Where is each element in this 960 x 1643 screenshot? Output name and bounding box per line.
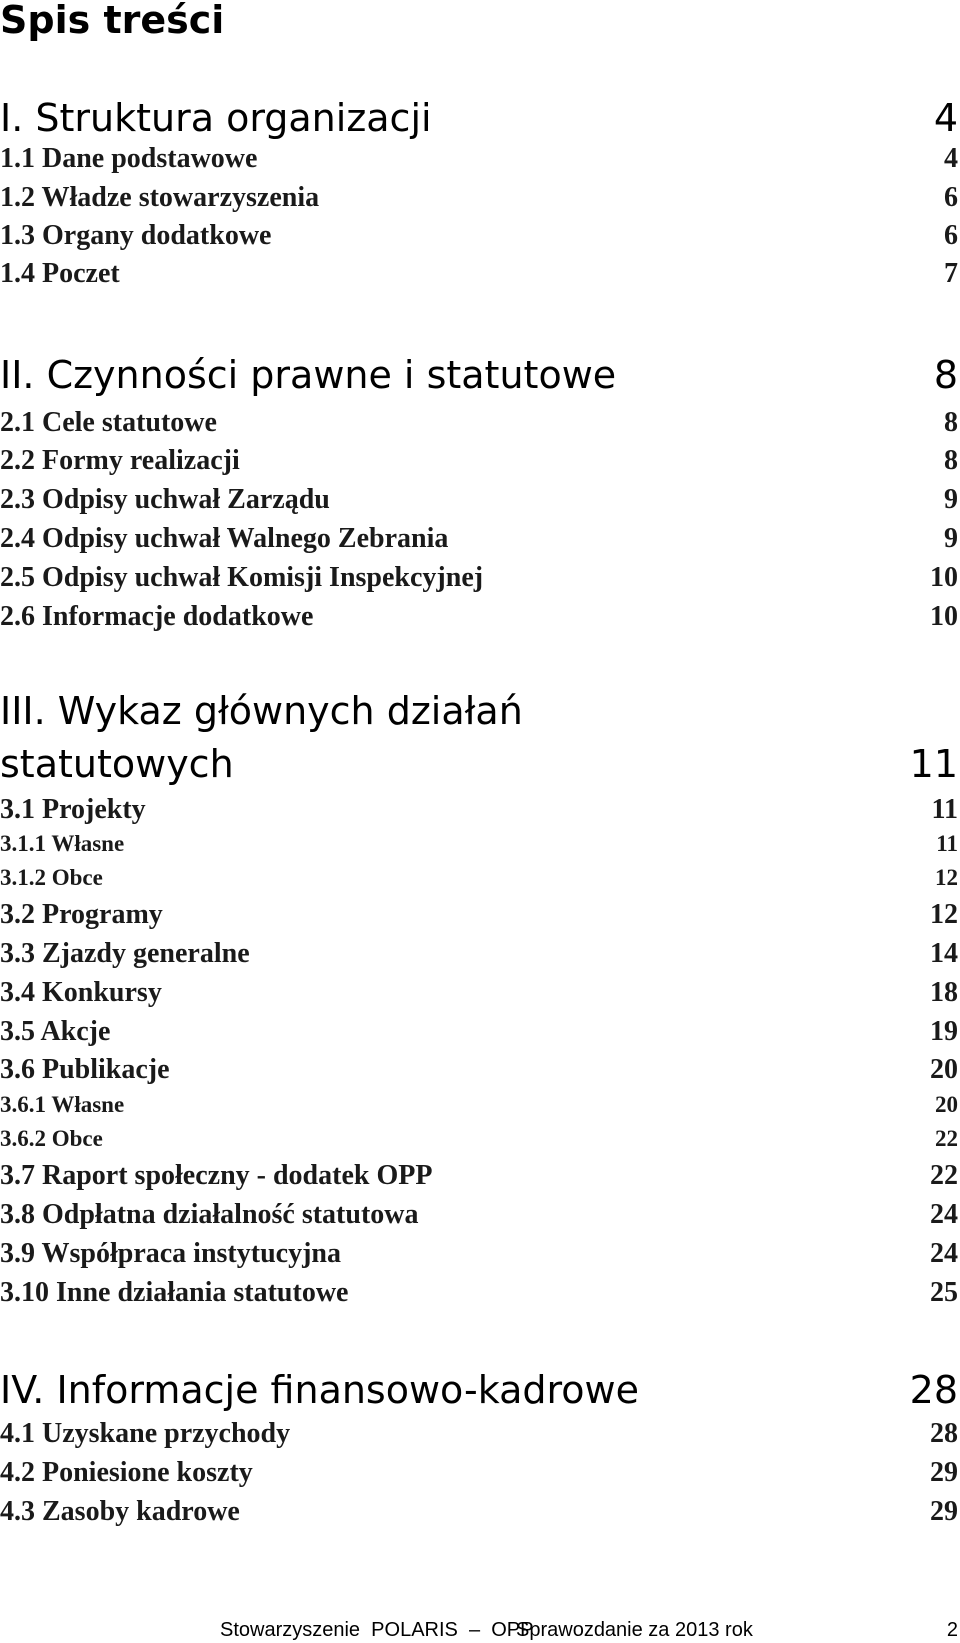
toc-entry-3-3[interactable] <box>0 936 960 972</box>
toc-entry-2-4[interactable] <box>0 521 960 557</box>
toc-entry-3-2[interactable] <box>0 897 960 933</box>
toc-entry-1-2[interactable] <box>0 180 960 216</box>
footer-organization: Stowarzyszenie POLARIS – OPP <box>220 1619 534 1641</box>
toc-page-number: 12 <box>930 899 958 930</box>
toc-entry-3-6[interactable] <box>0 1052 960 1088</box>
toc-page-number: 8 <box>944 445 958 476</box>
toc-section-3-line2[interactable] <box>0 740 960 788</box>
toc-page-number: 11 <box>931 794 958 825</box>
toc-page-number: 20 <box>935 1092 958 1117</box>
toc-entry-2-6[interactable] <box>0 599 960 635</box>
toc-section-3-line1[interactable] <box>0 687 960 735</box>
toc-entry-3-9[interactable] <box>0 1236 960 1272</box>
toc-entry-3-1[interactable] <box>0 792 960 828</box>
toc-page-number: 4 <box>944 143 958 174</box>
toc-page-number: 22 <box>935 1126 958 1151</box>
toc-entry-label: 3.10 Inne działania statutowe <box>0 1277 349 1308</box>
toc-entry-label: 4.3 Zasoby kadrowe <box>0 1496 240 1527</box>
toc-page-number: 10 <box>930 601 958 632</box>
toc-entry-label: 1.3 Organy dodatkowe <box>0 220 272 251</box>
toc-page-number: 18 <box>930 977 958 1008</box>
toc-entry-label: 3.1 Projekty <box>0 794 146 825</box>
toc-entry-label: 2.5 Odpisy uchwał Komisji Inspekcyjnej <box>0 562 484 593</box>
toc-page-number: 28 <box>909 1368 958 1412</box>
toc-entry-3-1-2[interactable] <box>0 863 960 893</box>
toc-entry-label: 3.1.2 Obce <box>0 865 103 890</box>
toc-entry-3-7[interactable] <box>0 1158 960 1194</box>
toc-page-number: 20 <box>930 1054 958 1085</box>
toc-section-label: I. Struktura organizacji <box>0 96 432 140</box>
toc-page-number: 25 <box>930 1277 958 1308</box>
toc-page-number: 9 <box>944 484 958 515</box>
toc-section-4[interactable] <box>0 1366 960 1414</box>
toc-entry-2-3[interactable] <box>0 482 960 518</box>
toc-entry-label: 3.3 Zjazdy generalne <box>0 938 250 969</box>
page-footer <box>220 1618 960 1643</box>
toc-entry-label: 3.6.1 Własne <box>0 1092 125 1117</box>
toc-page-number: 28 <box>930 1418 958 1449</box>
toc-entry-label: 3.6 Publikacje <box>0 1054 170 1085</box>
toc-entry-2-1[interactable] <box>0 405 960 441</box>
toc-page-number: 22 <box>930 1160 958 1191</box>
toc-entry-1-3[interactable] <box>0 218 960 254</box>
toc-entry-4-1[interactable] <box>0 1416 960 1452</box>
toc-entry-label: 3.8 Odpłatna działalność statutowa <box>0 1199 419 1230</box>
toc-page-number: 8 <box>944 407 958 438</box>
toc-entry-3-10[interactable] <box>0 1275 960 1311</box>
toc-page-number: 6 <box>944 182 958 213</box>
toc-page-number: 7 <box>944 258 958 289</box>
toc-entry-4-2[interactable] <box>0 1455 960 1491</box>
toc-entry-label: 3.1.1 Własne <box>0 831 125 856</box>
toc-section-label: statutowych <box>0 742 234 786</box>
toc-page-number: 4 <box>933 96 958 140</box>
footer-report-title: Sprawozdanie za 2013 rok <box>516 1619 753 1641</box>
toc-page-number: 9 <box>944 523 958 554</box>
toc-entry-label: 3.6.2 Obce <box>0 1126 103 1151</box>
toc-entry-1-4[interactable] <box>0 256 960 292</box>
toc-entry-label: 2.2 Formy realizacji <box>0 445 240 476</box>
toc-entry-3-5[interactable] <box>0 1014 960 1050</box>
toc-entry-label: 3.9 Współpraca instytucyjna <box>0 1238 341 1269</box>
toc-entry-label: 2.1 Cele statutowe <box>0 407 217 438</box>
toc-entry-3-1-1[interactable] <box>0 829 960 859</box>
toc-entry-label: 1.2 Władze stowarzyszenia <box>0 182 320 213</box>
toc-entry-1-1[interactable] <box>0 141 960 177</box>
toc-entry-label: 2.6 Informacje dodatkowe <box>0 601 314 632</box>
toc-entry-label: 3.7 Raport społeczny - dodatek OPP <box>0 1160 433 1191</box>
toc-entry-3-6-2[interactable] <box>0 1124 960 1154</box>
toc-entry-4-3[interactable] <box>0 1494 960 1530</box>
toc-entry-2-2[interactable] <box>0 443 960 479</box>
toc-page-number: 29 <box>930 1457 958 1488</box>
toc-section-label: IV. Informacje finansowo-kadrowe <box>0 1368 639 1412</box>
toc-entry-3-4[interactable] <box>0 975 960 1011</box>
toc-section-2[interactable] <box>0 351 960 399</box>
toc-page-number: 24 <box>930 1199 958 1230</box>
toc-entry-3-6-1[interactable] <box>0 1090 960 1120</box>
toc-entry-3-8[interactable] <box>0 1197 960 1233</box>
toc-entry-label: 4.1 Uzyskane przychody <box>0 1418 291 1449</box>
toc-entry-label: 1.1 Dane podstawowe <box>0 143 258 174</box>
toc-entry-2-5[interactable] <box>0 560 960 596</box>
toc-entry-label: 1.4 Poczet <box>0 258 120 289</box>
toc-section-label: II. Czynności prawne i statutowe <box>0 353 617 397</box>
toc-page-number: 19 <box>930 1016 958 1047</box>
toc-page-number: 6 <box>944 220 958 251</box>
footer-page-number: 2 <box>946 1619 958 1641</box>
toc-page-number: 10 <box>930 562 958 593</box>
toc-entry-label: 4.2 Poniesione koszty <box>0 1457 253 1488</box>
toc-page-number: 29 <box>930 1496 958 1527</box>
toc-page-number: 11 <box>936 831 958 856</box>
toc-page-number: 14 <box>930 938 958 969</box>
toc-entry-label: 2.4 Odpisy uchwał Walnego Zebrania <box>0 523 449 554</box>
toc-section-1[interactable] <box>0 94 960 142</box>
toc-entry-label: 2.3 Odpisy uchwał Zarządu <box>0 484 330 515</box>
document-title: Spis treści <box>0 0 225 42</box>
toc-section-label: III. Wykaz głównych działań <box>0 689 523 733</box>
toc-entry-label: 3.5 Akcje <box>0 1016 111 1047</box>
toc-page-number: 24 <box>930 1238 958 1269</box>
toc-entry-label: 3.2 Programy <box>0 899 163 930</box>
toc-page-number: 11 <box>909 742 958 786</box>
toc-page-number: 12 <box>935 865 958 890</box>
toc-page-number: 8 <box>933 353 958 397</box>
toc-entry-label: 3.4 Konkursy <box>0 977 162 1008</box>
